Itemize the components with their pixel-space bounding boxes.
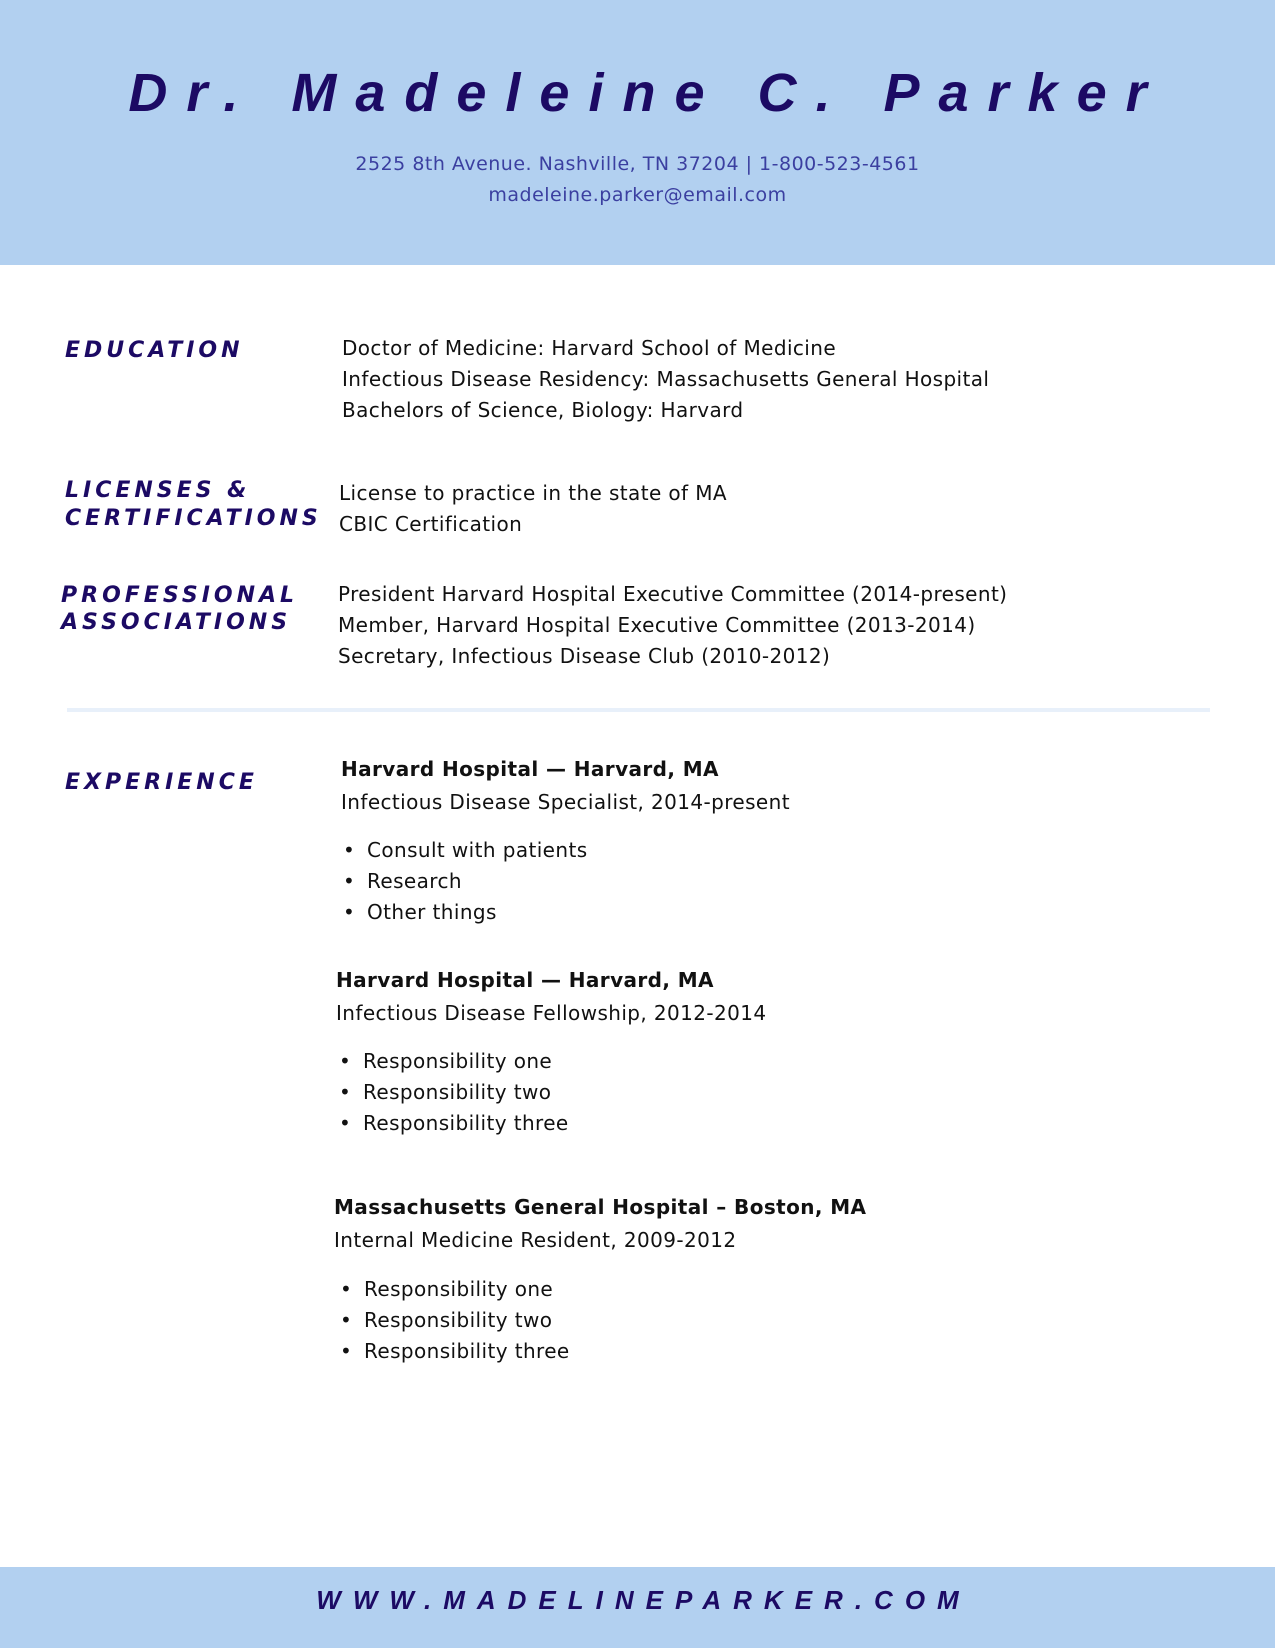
association-item: Member, Harvard Hospital Executive Committee (2013-2014) <box>338 613 976 637</box>
job-bullet: • Research <box>367 869 462 893</box>
job-employer: Harvard Hospital — Harvard, MA <box>336 968 714 992</box>
section-divider <box>67 708 1210 712</box>
job-role: Infectious Disease Specialist, 2014-present <box>341 790 790 814</box>
licenses-heading-line1: LICENSES & <box>65 478 251 503</box>
associations-heading-line2: ASSOCIATIONS <box>61 610 292 635</box>
website-link[interactable]: WWW.MADELINEPARKER.COM <box>316 1585 971 1615</box>
job-bullet: • Responsibility two <box>363 1080 551 1104</box>
header-band <box>0 0 1275 265</box>
associations-heading-line1: PROFESSIONAL <box>61 583 299 608</box>
address-phone: 2525 8th Avenue. Nashville, TN 37204 | 1-800-523-4561 <box>355 153 920 175</box>
license-item: CBIC Certification <box>339 512 523 536</box>
email-address: madeleine.parker@email.com <box>488 184 787 206</box>
education-item: Doctor of Medicine: Harvard School of Medicine <box>342 336 837 360</box>
association-item: Secretary, Infectious Disease Club (2010-2012) <box>338 644 831 668</box>
job-bullet: • Other things <box>367 900 497 924</box>
education-item: Bachelors of Science, Biology: Harvard <box>342 398 744 422</box>
job-bullet: • Responsibility three <box>364 1339 570 1363</box>
licenses-heading-line2: CERTIFICATIONS <box>65 506 322 531</box>
job-bullet: • Responsibility three <box>363 1111 569 1135</box>
job-employer: Harvard Hospital — Harvard, MA <box>341 757 719 781</box>
education-item: Infectious Disease Residency: Massachusetts General Hospital <box>342 367 990 391</box>
association-item: President Harvard Hospital Executive Committee (2014-present) <box>338 582 1008 606</box>
job-role: Infectious Disease Fellowship, 2012-2014 <box>336 1001 767 1025</box>
job-bullet: • Responsibility one <box>364 1277 553 1301</box>
license-item: License to practice in the state of MA <box>339 481 727 505</box>
job-employer: Massachusetts General Hospital – Boston, MA <box>334 1195 867 1219</box>
education-heading: EDUCATION <box>65 338 244 363</box>
experience-heading: EXPERIENCE <box>65 770 258 795</box>
job-bullet: • Responsibility one <box>363 1049 552 1073</box>
job-role: Internal Medicine Resident, 2009-2012 <box>334 1228 737 1252</box>
job-bullet: • Responsibility two <box>364 1308 552 1332</box>
candidate-name: Dr. Madeleine C. Parker <box>128 63 1166 123</box>
job-bullet: • Consult with patients <box>367 838 588 862</box>
